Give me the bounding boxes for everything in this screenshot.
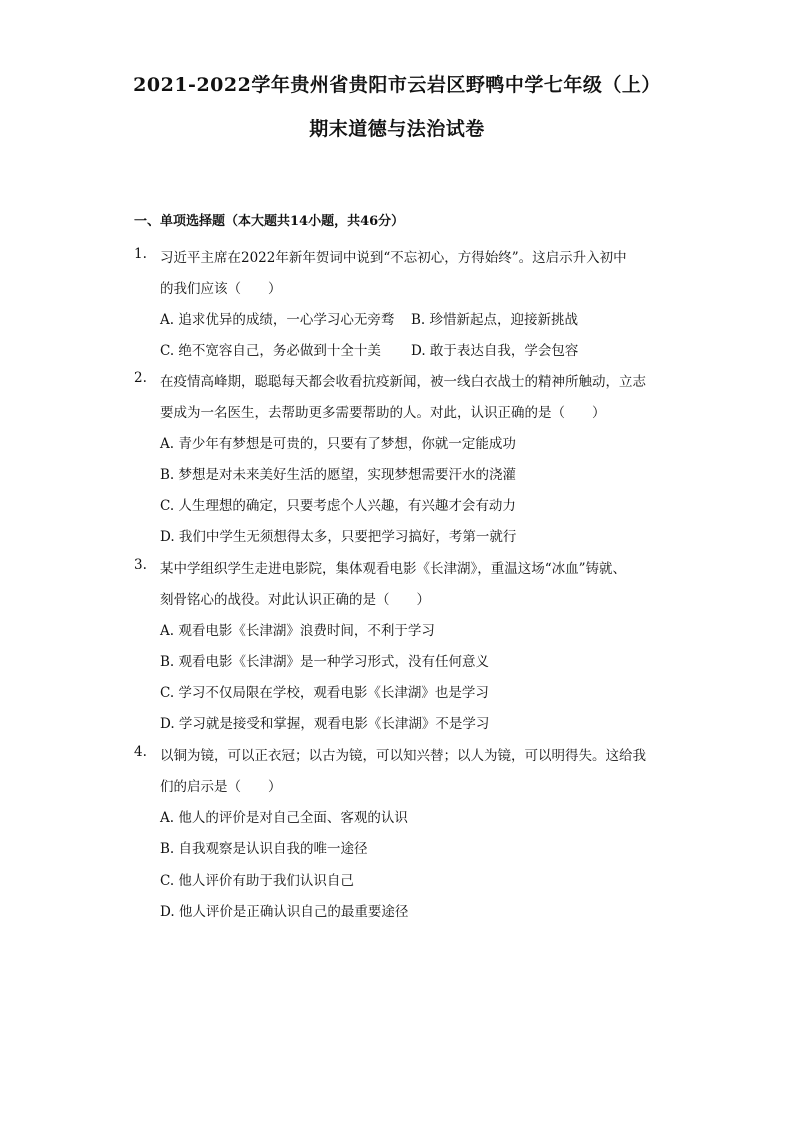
option-c: C. 绝不宽容自己，务必做到十全十美 — [160, 343, 381, 359]
question-stem-line1: 习近平主席在2022年新年贺词中说到“不忘初心，方得始终”。这启示升入初中 — [160, 250, 627, 266]
question-number: 2. — [134, 370, 147, 386]
option-a: A. 青少年有梦想是可贵的，只要有了梦想，你就一定能成功 — [160, 436, 516, 452]
option-c: C. 学习不仅局限在学校，观看电影《长津湖》也是学习 — [160, 685, 489, 701]
question-stem-line2: 的我们应该（ ） — [160, 281, 282, 297]
section-heading: 一、单项选择题（本大题共14小题，共46分） — [134, 214, 405, 229]
option-d: D. 敢于表达自我，学会包容 — [411, 343, 579, 359]
question-stem-line2: 刻骨铭心的战役。对此认识正确的是（ ） — [160, 592, 430, 608]
option-a: A. 观看电影《长津湖》浪费时间，不利于学习 — [160, 623, 435, 639]
question-number: 4. — [134, 744, 147, 760]
question-stem-line2: 们的启示是（ ） — [160, 779, 282, 795]
question-number: 3. — [134, 557, 147, 573]
option-b: B. 观看电影《长津湖》是一种学习形式，没有任何意义 — [160, 654, 490, 670]
exam-title-line1: 2021-2022学年贵州省贵阳市云岩区野鸭中学七年级（上） — [133, 74, 661, 96]
exam-title-line2: 期末道德与法治试卷 — [309, 118, 485, 140]
option-d: D. 我们中学生无须想得太多，只要把学习搞好，考第一就行 — [160, 529, 517, 545]
option-c: C. 人生理想的确定，只要考虑个人兴趣，有兴趣才会有动力 — [160, 498, 516, 514]
question-number: 1. — [134, 246, 147, 262]
option-a: A. 追求优异的成绩，一心学习心无旁骛 — [160, 312, 395, 328]
option-c: C. 他人评价有助于我们认识自己 — [160, 873, 354, 889]
option-b: B. 珍惜新起点，迎接新挑战 — [411, 312, 579, 328]
question-stem-line1: 以铜为镜，可以正衣冠；以古为镜，可以知兴替；以人为镜，可以明得失。这给我 — [160, 748, 646, 764]
question-stem-line1: 在疫情高峰期，聪聪每天都会收看抗疫新闻，被一线白衣战士的精神所触动，立志 — [160, 374, 646, 390]
option-d: D. 学习就是接受和掌握，观看电影《长津湖》不是学习 — [160, 716, 490, 732]
option-d: D. 他人评价是正确认识自己的最重要途径 — [160, 904, 409, 920]
option-b: B. 自我观察是认识自我的唯一途径 — [160, 841, 368, 857]
question-stem-line2: 要成为一名医生，去帮助更多需要帮助的人。对此，认识正确的是（ ） — [160, 405, 606, 421]
option-a: A. 他人的评价是对自己全面、客观的认识 — [160, 810, 408, 826]
question-stem-line1: 某中学组织学生走进电影院，集体观看电影《长津湖》，重温这场“冰血”铸就、 — [160, 561, 627, 577]
option-b: B. 梦想是对未来美好生活的愿望，实现梦想需要汗水的浇灌 — [160, 467, 517, 483]
